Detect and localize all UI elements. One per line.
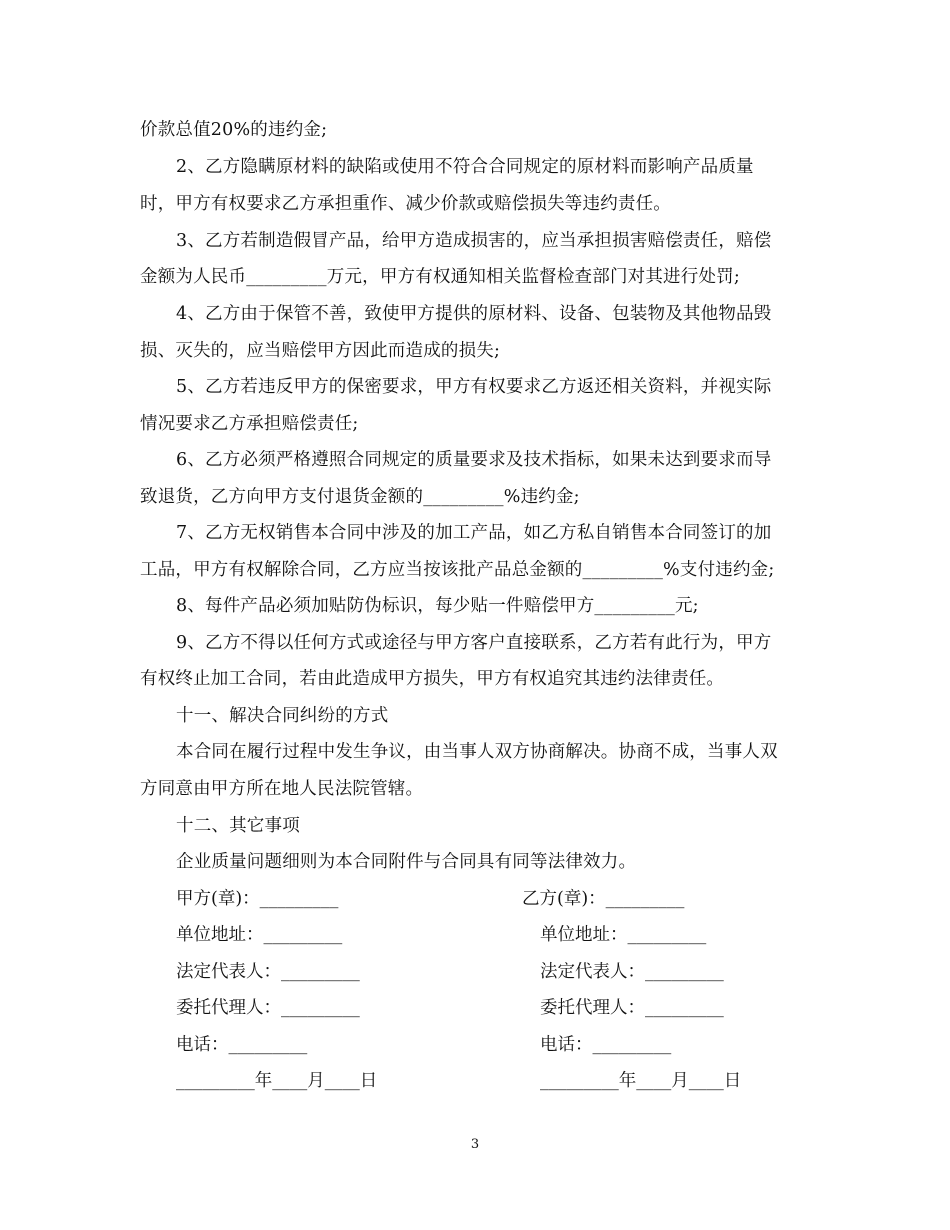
paragraph-line: 情况要求乙方承担赔偿责任;	[140, 414, 359, 434]
party-b-agent-field: 委托代理人：_________	[540, 998, 724, 1018]
paragraph-line: 9、乙方不得以任何方式或途径与甲方客户直接联系，乙方若有此行为，甲方	[176, 633, 772, 653]
party-a-agent-field: 委托代理人：_________	[176, 998, 360, 1018]
paragraph-line: 价款总值20%的违约金;	[140, 120, 328, 140]
section-heading: 十一、解决合同纠纷的方式	[176, 706, 389, 726]
party-a-phone-field: 电话：_________	[176, 1035, 308, 1055]
party-b-seal-field: 乙方(章)：_________	[522, 889, 685, 909]
paragraph-line: 4、乙方由于保管不善，致使甲方提供的原材料、设备、包装物及其他物品毁	[176, 304, 772, 324]
paragraph-line: 损、灭失的，应当赔偿甲方因此而造成的损失;	[140, 341, 501, 361]
section-heading: 十二、其它事项	[176, 816, 300, 836]
paragraph-line: 致退货，乙方向甲方支付退货金额的_________%违约金;	[140, 487, 580, 507]
party-b-address-field: 单位地址：_________	[540, 925, 707, 945]
paragraph-line: 企业质量问题细则为本合同附件与合同具有同等法律效力。	[176, 852, 637, 872]
party-b-phone-field: 电话：_________	[540, 1035, 672, 1055]
paragraph-line: 时，甲方有权要求乙方承担重作、减少价款或赔偿损失等违约责任。	[140, 194, 671, 214]
paragraph-line: 方同意由甲方所在地人民法院管辖。	[140, 779, 424, 799]
paragraph-line: 金额为人民币_________万元，甲方有权通知相关监督检查部门对其进行处罚;	[140, 267, 740, 287]
paragraph-line: 2、乙方隐瞒原材料的缺陷或使用不符合合同规定的原材料而影响产品质量	[176, 157, 754, 177]
paragraph-line: 本合同在履行过程中发生争议，由当事人双方协商解决。协商不成，当事人双	[176, 742, 778, 762]
paragraph-line: 8、每件产品必须加贴防伪标识，每少贴一件赔偿甲方_________元;	[176, 596, 699, 616]
party-a-address-field: 单位地址：_________	[176, 925, 343, 945]
paragraph-line: 6、乙方必须严格遵照合同规定的质量要求及技术指标，如果未达到要求而导	[176, 450, 772, 470]
party-a-seal-field: 甲方(章)：_________	[176, 889, 339, 909]
paragraph-line: 5、乙方若违反甲方的保密要求，甲方有权要求乙方返还相关资料，并视实际	[176, 377, 772, 397]
party-b-legal-rep-field: 法定代表人：_________	[540, 962, 724, 982]
party-a-date-field: _________年____月____日	[176, 1071, 378, 1091]
party-a-legal-rep-field: 法定代表人：_________	[176, 962, 360, 982]
page-number: 3	[470, 1137, 480, 1152]
paragraph-line: 7、乙方无权销售本合同中涉及的加工产品，如乙方私自销售本合同签订的加	[176, 523, 772, 543]
party-b-date-field: _________年____月____日	[540, 1071, 742, 1091]
paragraph-line: 有权终止加工合同，若由此造成甲方损失，甲方有权追究其违约法律责任。	[140, 669, 725, 689]
paragraph-line: 3、乙方若制造假冒产品，给甲方造成损害的，应当承担损害赔偿责任，赔偿	[176, 231, 772, 251]
paragraph-line: 工品，甲方有权解除合同，乙方应当按该批产品总金额的_________%支付违约金;	[140, 560, 775, 580]
